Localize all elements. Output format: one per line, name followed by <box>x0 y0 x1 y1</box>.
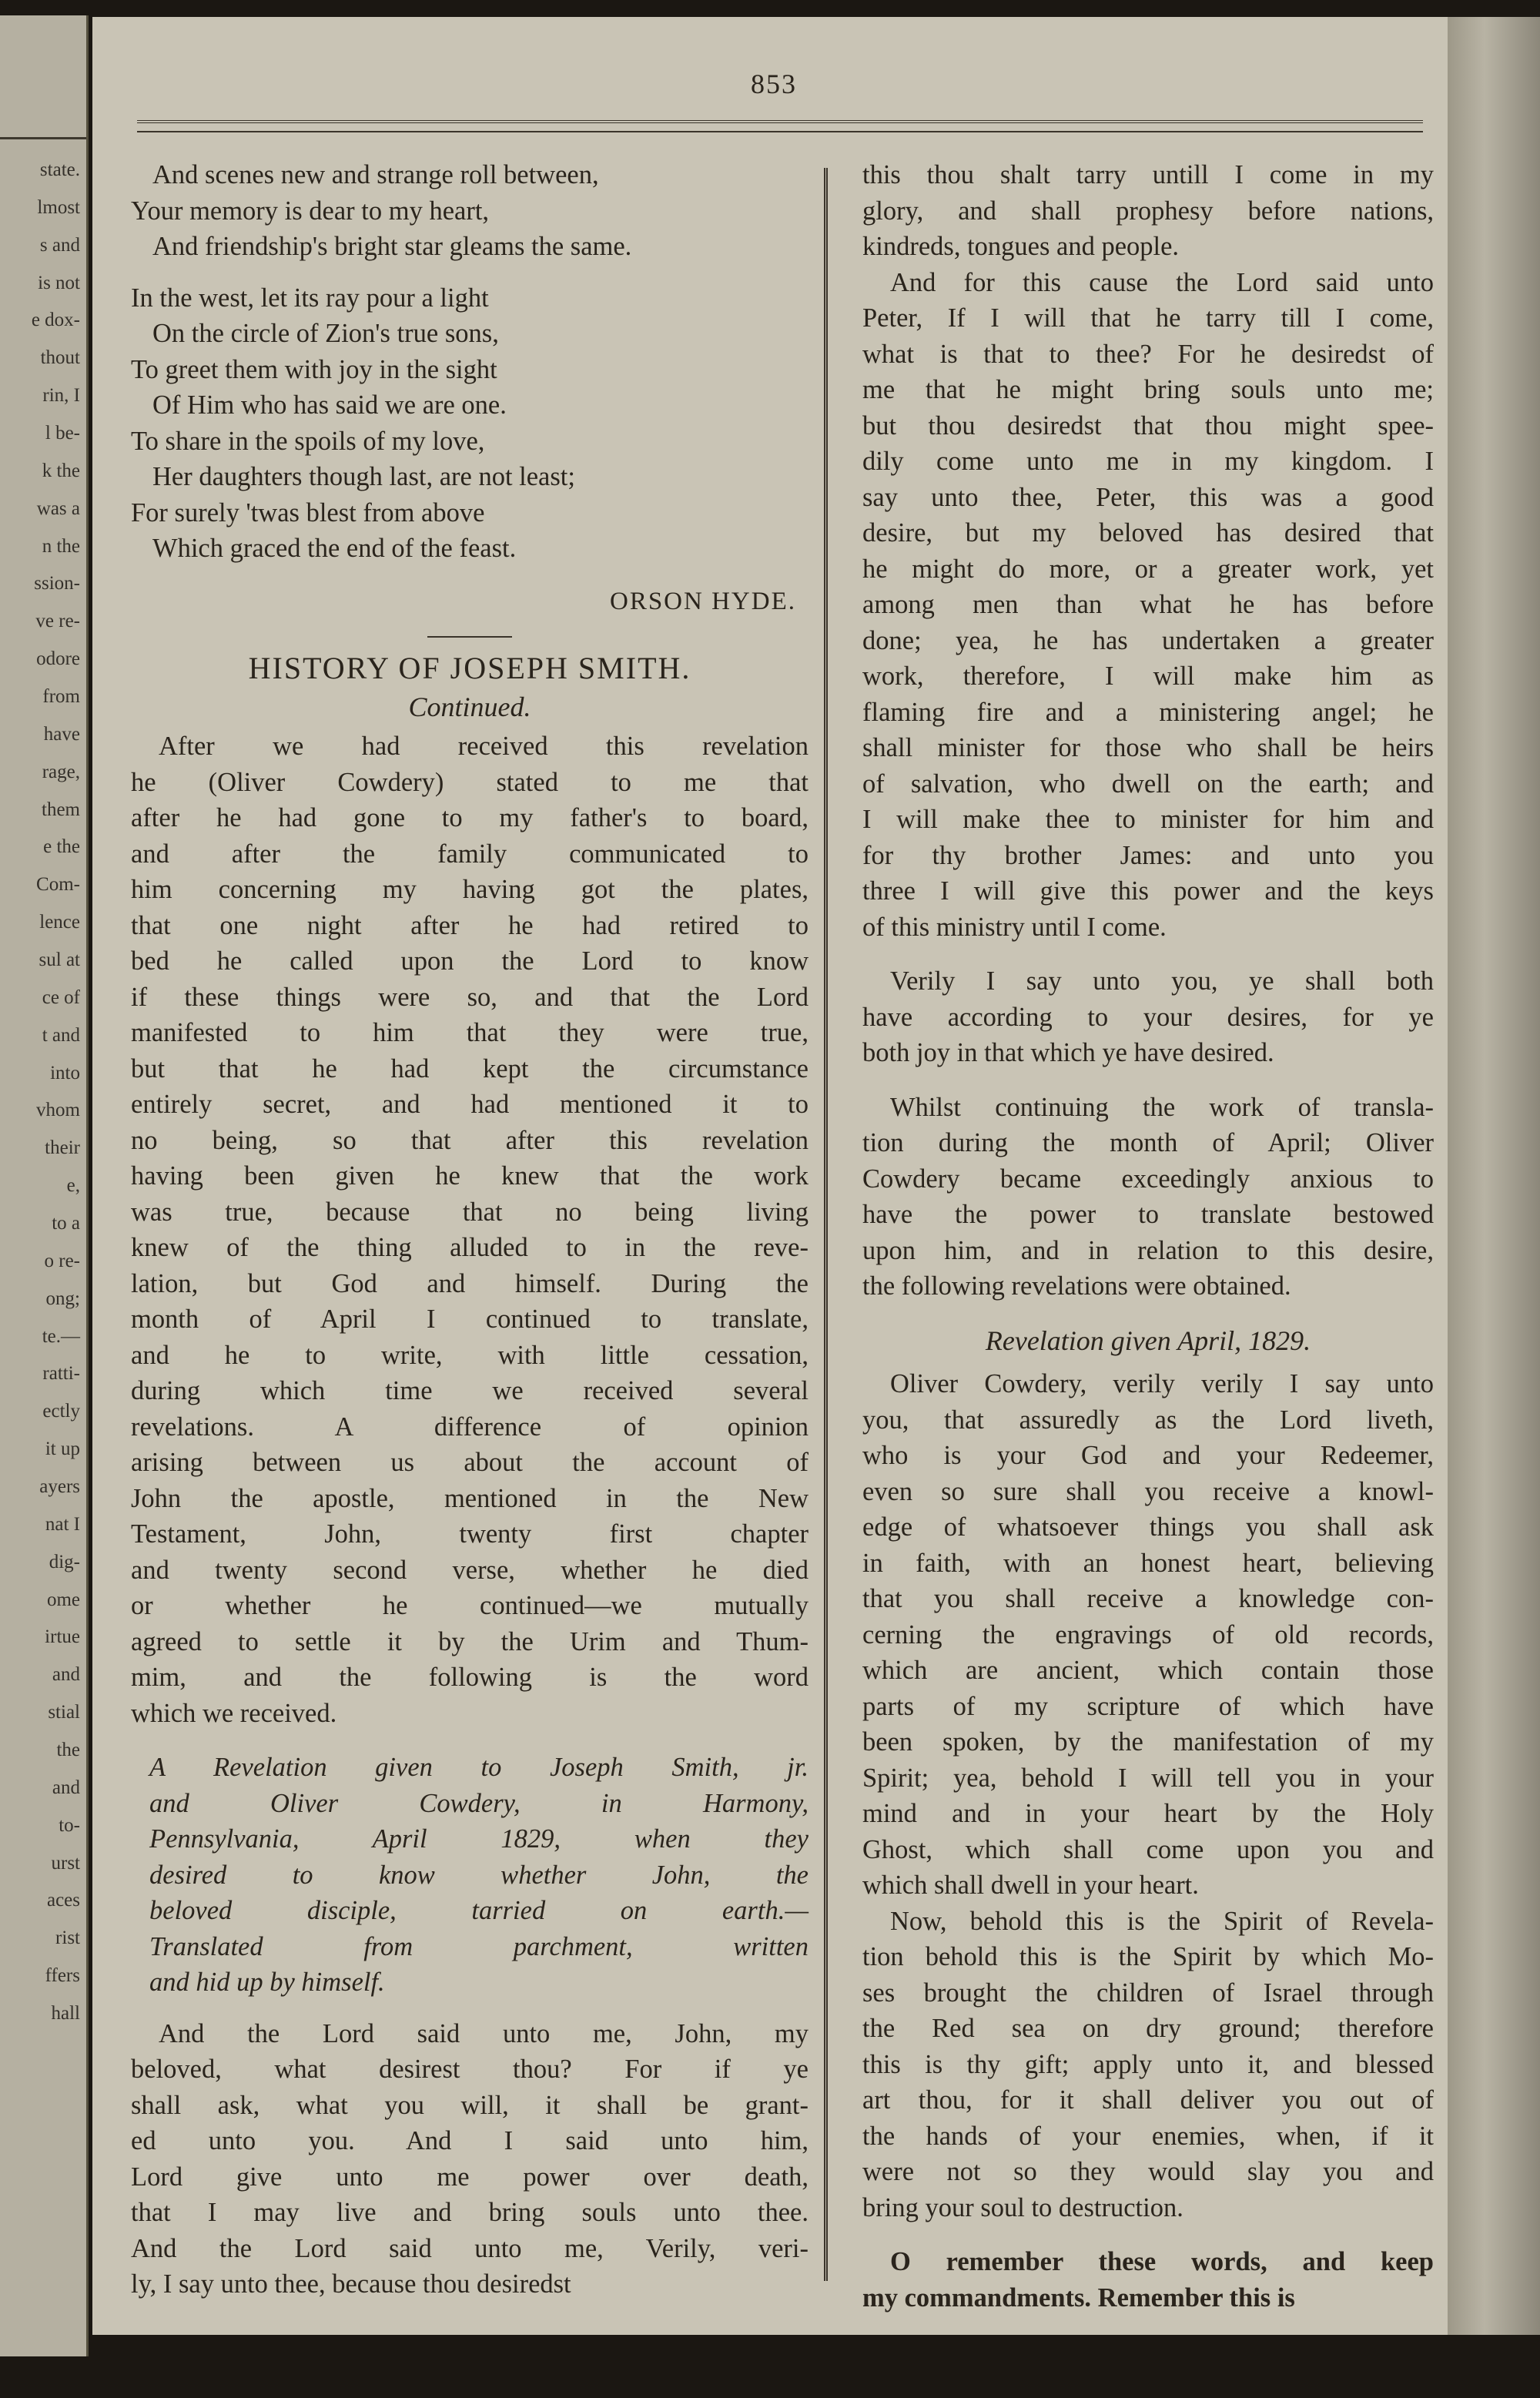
previous-page-fragment: s and <box>39 235 80 256</box>
text-line: mim, and the following is the word <box>131 1663 808 1692</box>
previous-page-fragment: their <box>45 1137 80 1158</box>
section-divider <box>427 636 512 638</box>
text-line: have according to your desires, for ye <box>862 1002 1434 1032</box>
previous-page-fragment: sul at <box>38 949 80 970</box>
text-line: Now, behold this is the Spirit of Revela- <box>890 1906 1434 1936</box>
text-line: After we had received this revelation <box>159 732 808 761</box>
text-line: of salvation, who dwell on the earth; and <box>862 769 1434 799</box>
poem-line: And friendship's bright star gleams the same. <box>152 232 632 261</box>
paragraph <box>131 2016 808 2303</box>
text-line: cerning the engravings of old records, <box>862 1619 1434 1649</box>
previous-page-fragment: and <box>52 1777 80 1798</box>
previous-page-edge <box>0 15 89 2356</box>
page-number: 853 <box>751 69 797 99</box>
text-line: Lord give unto me power over death, <box>131 2162 808 2192</box>
text-line: both joy in that which ye have desired. <box>862 1038 1274 1067</box>
text-line: Spirit; yea, behold I will tell you in your <box>862 1763 1434 1793</box>
text-line: no being, so that after this revelation <box>131 1125 808 1155</box>
paragraph <box>862 963 1434 1071</box>
previous-page-fragment: rist <box>55 1927 80 1948</box>
text-line: desired to know whether John, the <box>149 1860 808 1890</box>
previous-page-fragment: l be- <box>45 423 80 444</box>
paragraph <box>862 1904 1434 2226</box>
text-line: have the power to translate bestowed <box>862 1200 1434 1229</box>
poem-line: On the circle of Zion's true sons, <box>152 319 499 348</box>
text-line: my commandments. Remember this is <box>862 2282 1295 2313</box>
text-line: after he had gone to my father's to board, <box>131 803 808 832</box>
poem-line: For surely 'twas blest from above <box>131 497 485 527</box>
text-line: in faith, with an honest heart, believing <box>862 1548 1434 1578</box>
previous-page-fragment: is not <box>38 273 80 293</box>
paragraph <box>862 1090 1434 1304</box>
text-line: art thou, for it shall deliver you out of <box>862 2085 1434 2115</box>
book-page-edges <box>1448 17 1540 2335</box>
paragraph <box>862 2244 1434 2316</box>
poem-line: Which graced the end of the feast. <box>152 534 517 563</box>
poem-line: Your memory is dear to my heart, <box>131 196 490 226</box>
text-line: say unto thee, Peter, this was a good <box>862 482 1434 512</box>
text-line: which are ancient, which contain those <box>862 1656 1434 1685</box>
article-subtitle: Continued. <box>408 692 531 722</box>
text-line: Ghost, which shall come upon you and <box>862 1834 1434 1864</box>
previous-page-fragment: hall <box>51 2003 80 2024</box>
text-line: bed he called upon the Lord to know <box>131 946 808 976</box>
text-line: parts of my scripture of which have <box>862 1691 1434 1721</box>
text-line: work, therefore, I will make him as <box>862 661 1434 691</box>
previous-page-fragment: ssion- <box>34 573 80 594</box>
previous-page-fragment: urst <box>51 1853 80 1874</box>
text-line: done; yea, he has undertaken a greater <box>862 625 1434 655</box>
header-rule-thin <box>137 131 1423 132</box>
text-line: shall minister for those who shall be heirs <box>862 733 1434 762</box>
text-line: and twenty second verse, whether he died <box>131 1555 808 1585</box>
previous-page-fragment: dig- <box>49 1552 80 1572</box>
text-line: desire, but my beloved has desired that <box>862 518 1434 548</box>
previous-page-fragment: e, <box>66 1175 80 1196</box>
left-column <box>131 157 808 2303</box>
text-line: upon him, and in relation to this desire, <box>862 1235 1434 1265</box>
previous-page-fragment: vhom <box>36 1100 80 1120</box>
text-line: this thou shalt tarry untill I come in my <box>862 160 1434 189</box>
poem-line: To share in the spoils of my love, <box>131 426 485 456</box>
previous-page-fragment: ce of <box>42 987 80 1008</box>
previous-page-fragment: n the <box>42 536 80 557</box>
text-line: John the apostle, mentioned in the New <box>131 1483 808 1513</box>
text-line: Cowdery became exceedingly anxious to <box>862 1164 1434 1194</box>
text-line: Pennsylvania, April 1829, when they <box>149 1824 808 1854</box>
text-line: edge of whatsoever things you shall ask <box>862 1512 1434 1542</box>
text-line: Peter, If I will that he tarry till I come, <box>862 303 1434 333</box>
text-line: which shall dwell in your heart. <box>862 1871 1199 1900</box>
previous-page-fragment: rage, <box>42 762 80 782</box>
text-line: I will make thee to minister for him and <box>862 805 1434 834</box>
header-rule <box>137 120 1423 123</box>
text-line: during which time we received several <box>131 1376 808 1405</box>
poem-line: Her daughters though last, are not least; <box>152 462 575 491</box>
text-line: you, that assuredly as the Lord liveth, <box>862 1405 1434 1435</box>
text-line: ses brought the children of Israel through <box>862 1978 1434 2008</box>
poem-line: To greet them with joy in the sight <box>131 354 497 384</box>
previous-page-fragment: irtue <box>45 1626 80 1647</box>
previous-page-fragment: was a <box>36 498 80 519</box>
text-line: month of April I continued to translate, <box>131 1304 808 1334</box>
previous-page-rule <box>0 137 86 139</box>
text-line: flaming fire and a ministering angel; he <box>862 697 1434 727</box>
poem-line: Of Him who has said we are one. <box>152 390 507 420</box>
previous-page-fragment: and <box>52 1664 80 1685</box>
text-line: A Revelation given to Joseph Smith, jr. <box>149 1753 808 1782</box>
text-line: and he to write, with little cessation, <box>131 1340 808 1370</box>
previous-page-fragment: k the <box>42 461 80 481</box>
text-line: O remember these words, and keep <box>890 2247 1434 2276</box>
text-line: even so sure shall you receive a knowl- <box>862 1476 1434 1506</box>
previous-page-fragment: t and <box>42 1025 80 1046</box>
paragraph <box>862 265 1434 946</box>
previous-page-fragment: have <box>43 724 80 745</box>
text-line: manifested to him that they were true, <box>131 1018 808 1047</box>
previous-page-fragment: state. <box>39 159 80 180</box>
text-line: and hid up by himself. <box>149 1968 385 1997</box>
previous-page-fragment: ong; <box>45 1288 80 1309</box>
text-line: three I will give this power and the keys <box>862 876 1434 906</box>
text-line: beloved, what desirest thou? For if ye <box>131 2055 808 2084</box>
text-line: but that he had kept the circumstance <box>131 1053 808 1083</box>
text-line: glory, and shall prophesy before nations, <box>862 196 1434 226</box>
previous-page-fragment: to- <box>59 1815 80 1836</box>
text-line: revelations. A difference of opinion <box>131 1412 808 1442</box>
previous-page-fragment: rin, I <box>42 385 80 406</box>
text-line: and after the family communicated to <box>131 839 808 869</box>
text-line: tion during the month of April; Oliver <box>862 1128 1434 1157</box>
text-line: knew of the thing alluded to in the reve- <box>131 1233 808 1262</box>
previous-page-fragment: thout <box>40 347 80 368</box>
previous-page-fragment: e dox- <box>31 310 80 330</box>
text-line: agreed to settle it by the Urim and Thum- <box>131 1626 808 1656</box>
text-line: Translated from parchment, written <box>149 1931 808 1961</box>
article-title: HISTORY OF JOSEPH SMITH. <box>248 651 691 685</box>
text-line: shall ask, what you will, it shall be grant- <box>131 2090 808 2120</box>
previous-page-fragment: into <box>50 1063 80 1083</box>
text-line: Verily I say unto you, ye shall both <box>890 966 1434 996</box>
text-line: bring your soul to destruction. <box>862 2192 1183 2222</box>
previous-page-fragment: them <box>42 799 80 820</box>
poem <box>131 157 808 567</box>
column-divider <box>824 168 828 2281</box>
previous-page-fragment: to a <box>52 1213 80 1234</box>
text-line: ly, I say unto thee, because thou desiredst <box>131 2269 571 2299</box>
text-line: me that he might bring souls unto me; <box>862 375 1434 404</box>
previous-page-fragment: ratti- <box>42 1363 80 1384</box>
previous-page-fragment: the <box>56 1740 80 1760</box>
previous-page-fragment: ffers <box>45 1965 80 1986</box>
text-line: the Red sea on dry ground; therefore <box>862 2014 1434 2043</box>
text-line: or whether he continued—we mutually <box>131 1591 808 1620</box>
text-line: tion behold this is the Spirit by which Mo- <box>862 1942 1434 1971</box>
text-line: this is thy gift; apply unto it, and blessed <box>862 2049 1434 2079</box>
revelation-heading <box>131 1750 808 2001</box>
previous-page-fragment: odore <box>36 648 80 669</box>
text-line: entirely secret, and had mentioned it to <box>131 1090 808 1119</box>
paragraph <box>131 728 808 1731</box>
text-line: if these things were so, and that the Lord <box>131 982 808 1012</box>
previous-page-fragment: te.— <box>42 1326 80 1347</box>
previous-page-fragment: it up <box>45 1438 80 1459</box>
text-line: beloved disciple, tarried on earth.— <box>149 1896 808 1925</box>
previous-page-fragment: aces <box>46 1890 80 1911</box>
text-line: who is your God and your Redeemer, <box>862 1441 1434 1470</box>
revelation-heading: Revelation given April, 1829. <box>985 1325 1311 1356</box>
text-line: that you shall receive a knowledge con- <box>862 1584 1434 1613</box>
text-line: he might do more, or a greater work, yet <box>862 554 1434 584</box>
previous-page-fragment: nat I <box>45 1514 80 1535</box>
text-line: been spoken, by the manifestation of my <box>862 1727 1434 1757</box>
text-line: for thy brother James: and unto you <box>862 840 1434 870</box>
text-line: And the Lord said unto me, Verily, veri- <box>131 2233 808 2263</box>
previous-page-fragment: Com- <box>36 874 80 895</box>
text-line: ed unto you. And I said unto him, <box>131 2126 808 2155</box>
text-line: lation, but God and himself. During the <box>131 1268 808 1298</box>
previous-page-fragment: e the <box>43 836 80 857</box>
text-line: the hands of your enemies, when, if it <box>862 2121 1434 2151</box>
text-line: which we received. <box>131 1698 337 1728</box>
previous-page-fragment: ve re- <box>35 611 80 631</box>
previous-page-fragment: ayers <box>39 1476 80 1497</box>
previous-page-fragment: ome <box>46 1589 80 1610</box>
text-line: And for this cause the Lord said unto <box>890 267 1434 297</box>
text-line: and Oliver Cowdery, in Harmony, <box>149 1788 808 1818</box>
poem-line: And scenes new and strange roll between, <box>152 160 599 189</box>
poem-line: In the west, let its ray pour a light <box>131 283 489 313</box>
previous-page-fragment: from <box>42 686 80 707</box>
text-line: arising between us about the account of <box>131 1448 808 1477</box>
text-line: dily come unto me in my kingdom. I <box>862 447 1434 476</box>
previous-page-fragment: lence <box>39 912 80 933</box>
text-line: Oliver Cowdery, verily verily I say unto <box>890 1369 1434 1398</box>
text-line: And the Lord said unto me, John, my <box>159 2018 808 2048</box>
text-line: he (Oliver Cowdery) stated to me that <box>131 767 808 797</box>
text-line: were not so they would slay you and <box>862 2157 1434 2186</box>
text-line: that I may live and bring souls unto thee. <box>131 2198 808 2227</box>
paragraph <box>862 1366 1434 1904</box>
text-line: but thou desiredst that thou might spee- <box>862 410 1434 440</box>
text-line: having been given he knew that the work <box>131 1161 808 1191</box>
paragraph <box>862 157 1434 265</box>
previous-page-fragment: o re- <box>44 1251 80 1271</box>
poem-author: ORSON HYDE. <box>609 587 796 615</box>
text-line: what is that to thee? For he desiredst of <box>862 339 1434 369</box>
previous-page-fragment: stial <box>48 1702 80 1723</box>
text-line: that one night after he had retired to <box>131 910 808 940</box>
right-column <box>862 157 1434 2316</box>
previous-page-fragment: lmost <box>37 197 80 218</box>
text-line: was true, because that no being living <box>131 1197 808 1227</box>
text-line: kindreds, tongues and people. <box>862 232 1180 261</box>
text-line: mind and in your heart by the Holy <box>862 1799 1434 1828</box>
text-line: him concerning my having got the plates, <box>131 875 808 904</box>
text-line: the following revelations were obtained. <box>862 1271 1291 1301</box>
text-line: of this ministry until I come. <box>862 912 1167 942</box>
text-line: Whilst continuing the work of transla- <box>890 1092 1434 1122</box>
text-line: among men than what he has before <box>862 590 1434 619</box>
previous-page-fragment: ectly <box>42 1401 80 1422</box>
text-line: Testament, John, twenty first chapter <box>131 1519 808 1549</box>
page <box>92 17 1463 2335</box>
